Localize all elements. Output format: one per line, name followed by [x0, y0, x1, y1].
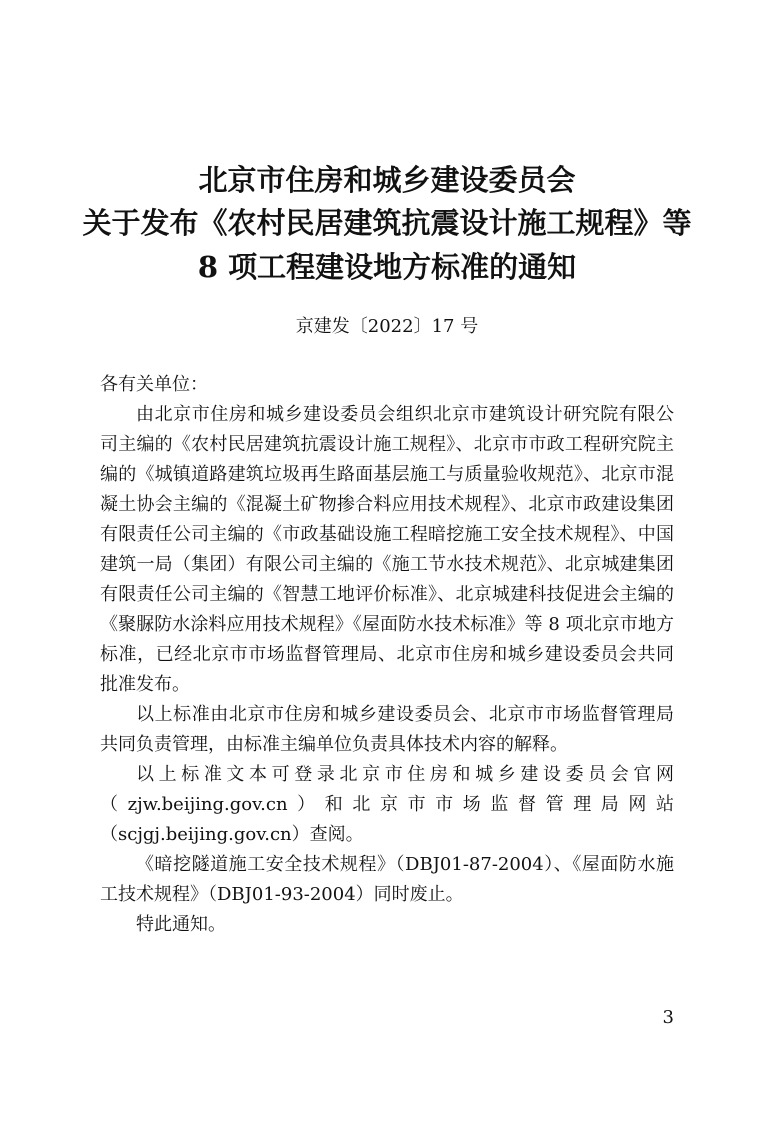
paragraph-standards-list: 由北京市住房和城乡建设委员会组织北京市建筑设计研究院有限公司主编的《农村民居建筑抗震设计施工规程》、北京市市政工程研究院主编的《城镇道路建筑垃圾再生路面基层施工与质量验收规范》、北京市混凝土协会主编的《混凝土矿物掺合料应用技术规程》、北京市政建设集团有限责任公司主编的《市政基础设施工程暗挖施工安全技术规程》、中国建筑一局（集团）有限公司主编的《施工节水技术规范》、北京城建集团有限责任公司主编的《智慧工地评价标准》、北京城建科技促进会主编的《聚脲防水涂料应用技术规程》《屋面防水技术标准》等 8 项北京市地方标准，已经北京市市场监督管理局、北京市住房和城乡建设委员会共同批准发布。: [100, 404, 674, 695]
page-number: 3: [662, 1007, 674, 1028]
addressee: 各有关单位：: [100, 374, 208, 395]
paragraph-repeal: 《暗挖隧道施工安全技术规程》（DBJ01-87-2004）、《屋面防水施工技术规程》（DBJ01-93-2004）同时废止。: [100, 854, 674, 905]
notice-title-line-2: 关于发布《农村民居建筑抗震设计施工规程》等: [82, 206, 692, 240]
notice-title-line-1: 北京市住房和城乡建设委员会: [198, 163, 576, 197]
paragraph-closing: 特此通知。: [136, 914, 226, 935]
notice-body: [100, 400, 674, 940]
document-number: 京建发〔2022〕17 号: [295, 316, 479, 337]
paragraph-websites: 以上标准文本可登录北京市住房和城乡建设委员会官网（zjw.beijing.gov.cn）和北京市市场监督管理局网站（scjgj.beijing.gov.cn）查阅。: [100, 764, 674, 845]
notice-title-line-3: 8 项工程建设地方标准的通知: [197, 250, 577, 284]
paragraph-management: 以上标准由北京市住房和城乡建设委员会、北京市市场监督管理局共同负责管理，由标准主编单位负责具体技术内容的解释。: [100, 704, 674, 755]
